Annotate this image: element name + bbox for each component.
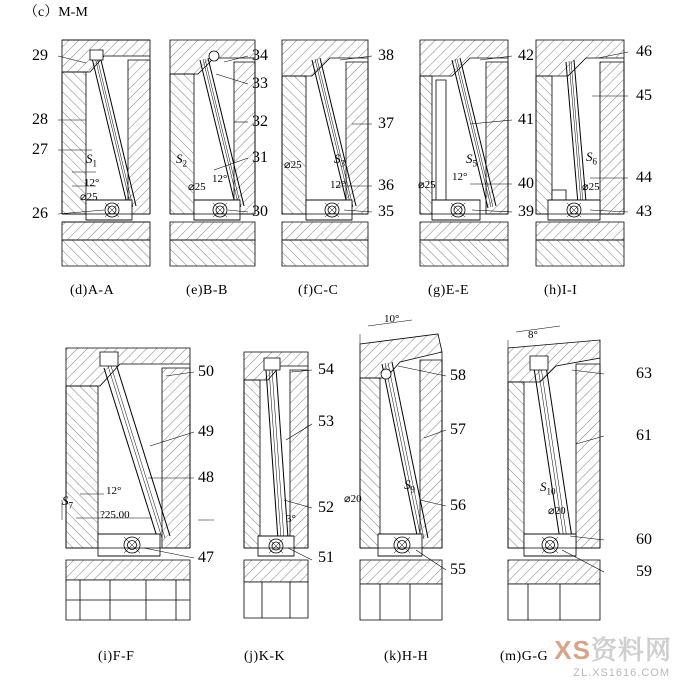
callout-29: 29 [32, 47, 48, 64]
view-j-geometry [244, 352, 312, 618]
caption-d: (d)A-A [70, 283, 115, 298]
view-k-geometry [360, 320, 446, 620]
callout-39: 39 [518, 203, 534, 220]
callout-33: 33 [252, 75, 268, 92]
callout-37: 37 [378, 115, 394, 132]
view-f-geometry [282, 40, 372, 266]
callout-52: 52 [318, 499, 334, 516]
caption-k: (k)H-H [384, 649, 429, 664]
angle-12-d-1: 12° [84, 177, 100, 189]
callout-56: 56 [450, 497, 466, 514]
watermark-logo: XS资料网 [554, 635, 672, 665]
caption-m: (m)G-G [500, 649, 549, 664]
callout-26: 26 [32, 205, 48, 222]
section-tag-s6: $S_6$ [586, 149, 597, 167]
callout-42: 42 [518, 47, 534, 64]
view-d-geometry [58, 40, 150, 266]
diameter-25-e: ⌀25 [188, 181, 206, 193]
callout-27: 27 [32, 141, 48, 158]
callout-50: 50 [198, 363, 214, 380]
callout-35: 35 [378, 203, 394, 220]
diameter-20-m: ⌀20 [548, 505, 566, 517]
callout-45: 45 [636, 87, 652, 104]
angle-3-j: 3° [286, 513, 296, 525]
radius-25-i: ?25.00 [100, 509, 130, 521]
section-tag-s7: $S_7$ [62, 493, 73, 511]
callout-28: 28 [32, 111, 48, 128]
angle-12-i: 12° [106, 485, 122, 497]
view-i-geometry [62, 348, 214, 620]
callout-44: 44 [636, 169, 652, 186]
angle-10-k: 10° [384, 313, 400, 325]
caption-f: (f)C-C [298, 283, 339, 298]
callout-54: 54 [318, 361, 334, 378]
callout-30: 30 [252, 203, 268, 220]
callout-59: 59 [636, 563, 652, 580]
view-h-geometry [536, 40, 628, 266]
caption-g: (g)E-E [428, 283, 470, 298]
diameter-25-f: ⌀25 [284, 159, 302, 171]
callout-61: 61 [636, 427, 652, 444]
caption-h: (h)I-I [544, 283, 578, 298]
view-m-geometry [508, 326, 604, 620]
callout-51: 51 [318, 549, 334, 566]
angle-12-g: 12° [452, 171, 468, 183]
sheet-header: （c）M-M [24, 5, 88, 20]
callout-38: 38 [378, 47, 394, 64]
diameter-25-d: ⌀25 [80, 191, 98, 203]
callout-32: 32 [252, 113, 268, 130]
section-tag-s1: $S_1$ [86, 151, 97, 169]
diameter-25-g: ⌀25 [418, 179, 436, 191]
angle-12-f: 12° [330, 179, 346, 191]
section-tag-s10: $S_{10}$ [540, 479, 556, 497]
callout-34: 34 [252, 47, 268, 64]
callout-36: 36 [378, 177, 394, 194]
caption-j: (j)K-K [244, 649, 286, 664]
callout-47: 47 [198, 549, 214, 566]
section-tag-s3: $S_3$ [334, 151, 345, 169]
callout-46: 46 [636, 43, 652, 60]
caption-e: (e)B-B [186, 283, 228, 298]
angle-12-e: 12° [212, 173, 228, 185]
callout-63: 63 [636, 365, 652, 382]
callout-48: 48 [198, 469, 214, 486]
callout-55: 55 [450, 561, 466, 578]
callout-31: 31 [252, 149, 268, 166]
callout-60: 60 [636, 531, 652, 548]
callout-40: 40 [518, 175, 534, 192]
callout-53: 53 [318, 413, 334, 430]
callout-43: 43 [636, 203, 652, 220]
callout-57: 57 [450, 421, 466, 438]
watermark-url: ZL.XS1616.COM [573, 667, 670, 679]
section-tag-s2: $S_2$ [176, 151, 187, 169]
callout-58: 58 [450, 367, 466, 384]
section-tag-s5: $S_5$ [466, 151, 477, 169]
diameter-25-h: ⌀25 [582, 181, 600, 193]
section-tag-s9: $S_9$ [404, 477, 415, 495]
caption-i: (i)F-F [98, 649, 135, 664]
callout-49: 49 [198, 423, 214, 440]
callout-41: 41 [518, 111, 534, 128]
diameter-20-k: ⌀20 [344, 493, 362, 505]
angle-8-m: 8° [528, 329, 538, 341]
